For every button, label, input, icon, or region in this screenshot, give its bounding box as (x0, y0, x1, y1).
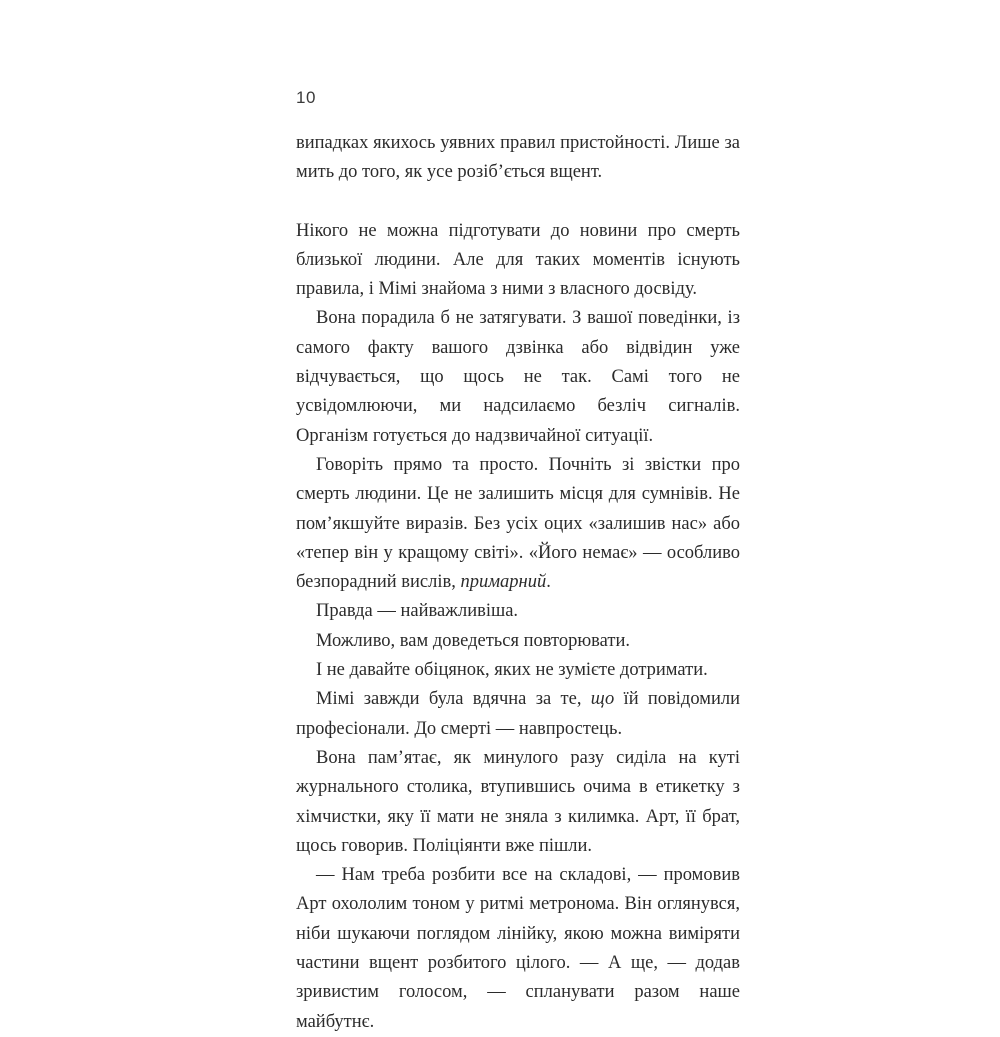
italic-emphasis: що (590, 689, 615, 710)
paragraph: Вона пам’ятає, як минулого разу сиділа на куті журнального столика, втупившись очима в етикетку з хімчистки, яку її мати не зняла з килимка. Арт, її брат, щось говорив. Поліціянти вже пішли. (296, 747, 740, 856)
body-text (296, 129, 740, 1037)
paragraph: — Нам треба розбити все на складові, — промовив Арт охололим тоном у ритмі метронома. Він оглянувся, ніби шукаючи поглядом лінійку, якою можна виміряти частини вщент розбитого цілого. — А ще, — додав зривистим голосом, — спланувати разом наше майбутнє. (296, 865, 740, 1032)
page-number: 10 (296, 88, 316, 107)
paragraph: Вона порадила б не затягувати. З вашої поведінки, із самого факту вашого дзвінка або відвідин уже відчувається, що щось не так. Самі того не усвідомлюючи, ми надсилаємо безліч сигналів. Організм готується до надзвичайної ситуації. (296, 308, 740, 446)
paragraph: Мімі завжди була вдячна за те, що їй повідомили професіонали. До смерті — навпростець. (296, 689, 740, 739)
paragraph: Говоріть прямо та просто. Почніть зі звістки про смерть людини. Це не залишить місця для сумнівів. Не пом’якшуйте виразів. Без усіх оцих «залишив нас» або «тепер він у кращому світі». «Його немає» — особливо безпорадний вислів, примарний. (296, 454, 740, 593)
paragraph: І не давайте обіцянок, яких не зумієте дотримати. (316, 660, 708, 681)
paragraph: Можливо, вам доведеться повторювати. (316, 630, 631, 651)
paragraph: Нікого не можна підготувати до новини про смерть близької людини. Але для таких моментів існують правила, і Мімі знайома з ними з власного досвіду. (296, 220, 740, 300)
paragraph: випадках якихось уявних правил пристойності. Лише за мить до того, як усе розіб’ється вщент. (296, 133, 740, 183)
paragraph: Правда — найважливіша. (316, 601, 519, 622)
italic-emphasis: примарний (460, 572, 547, 593)
